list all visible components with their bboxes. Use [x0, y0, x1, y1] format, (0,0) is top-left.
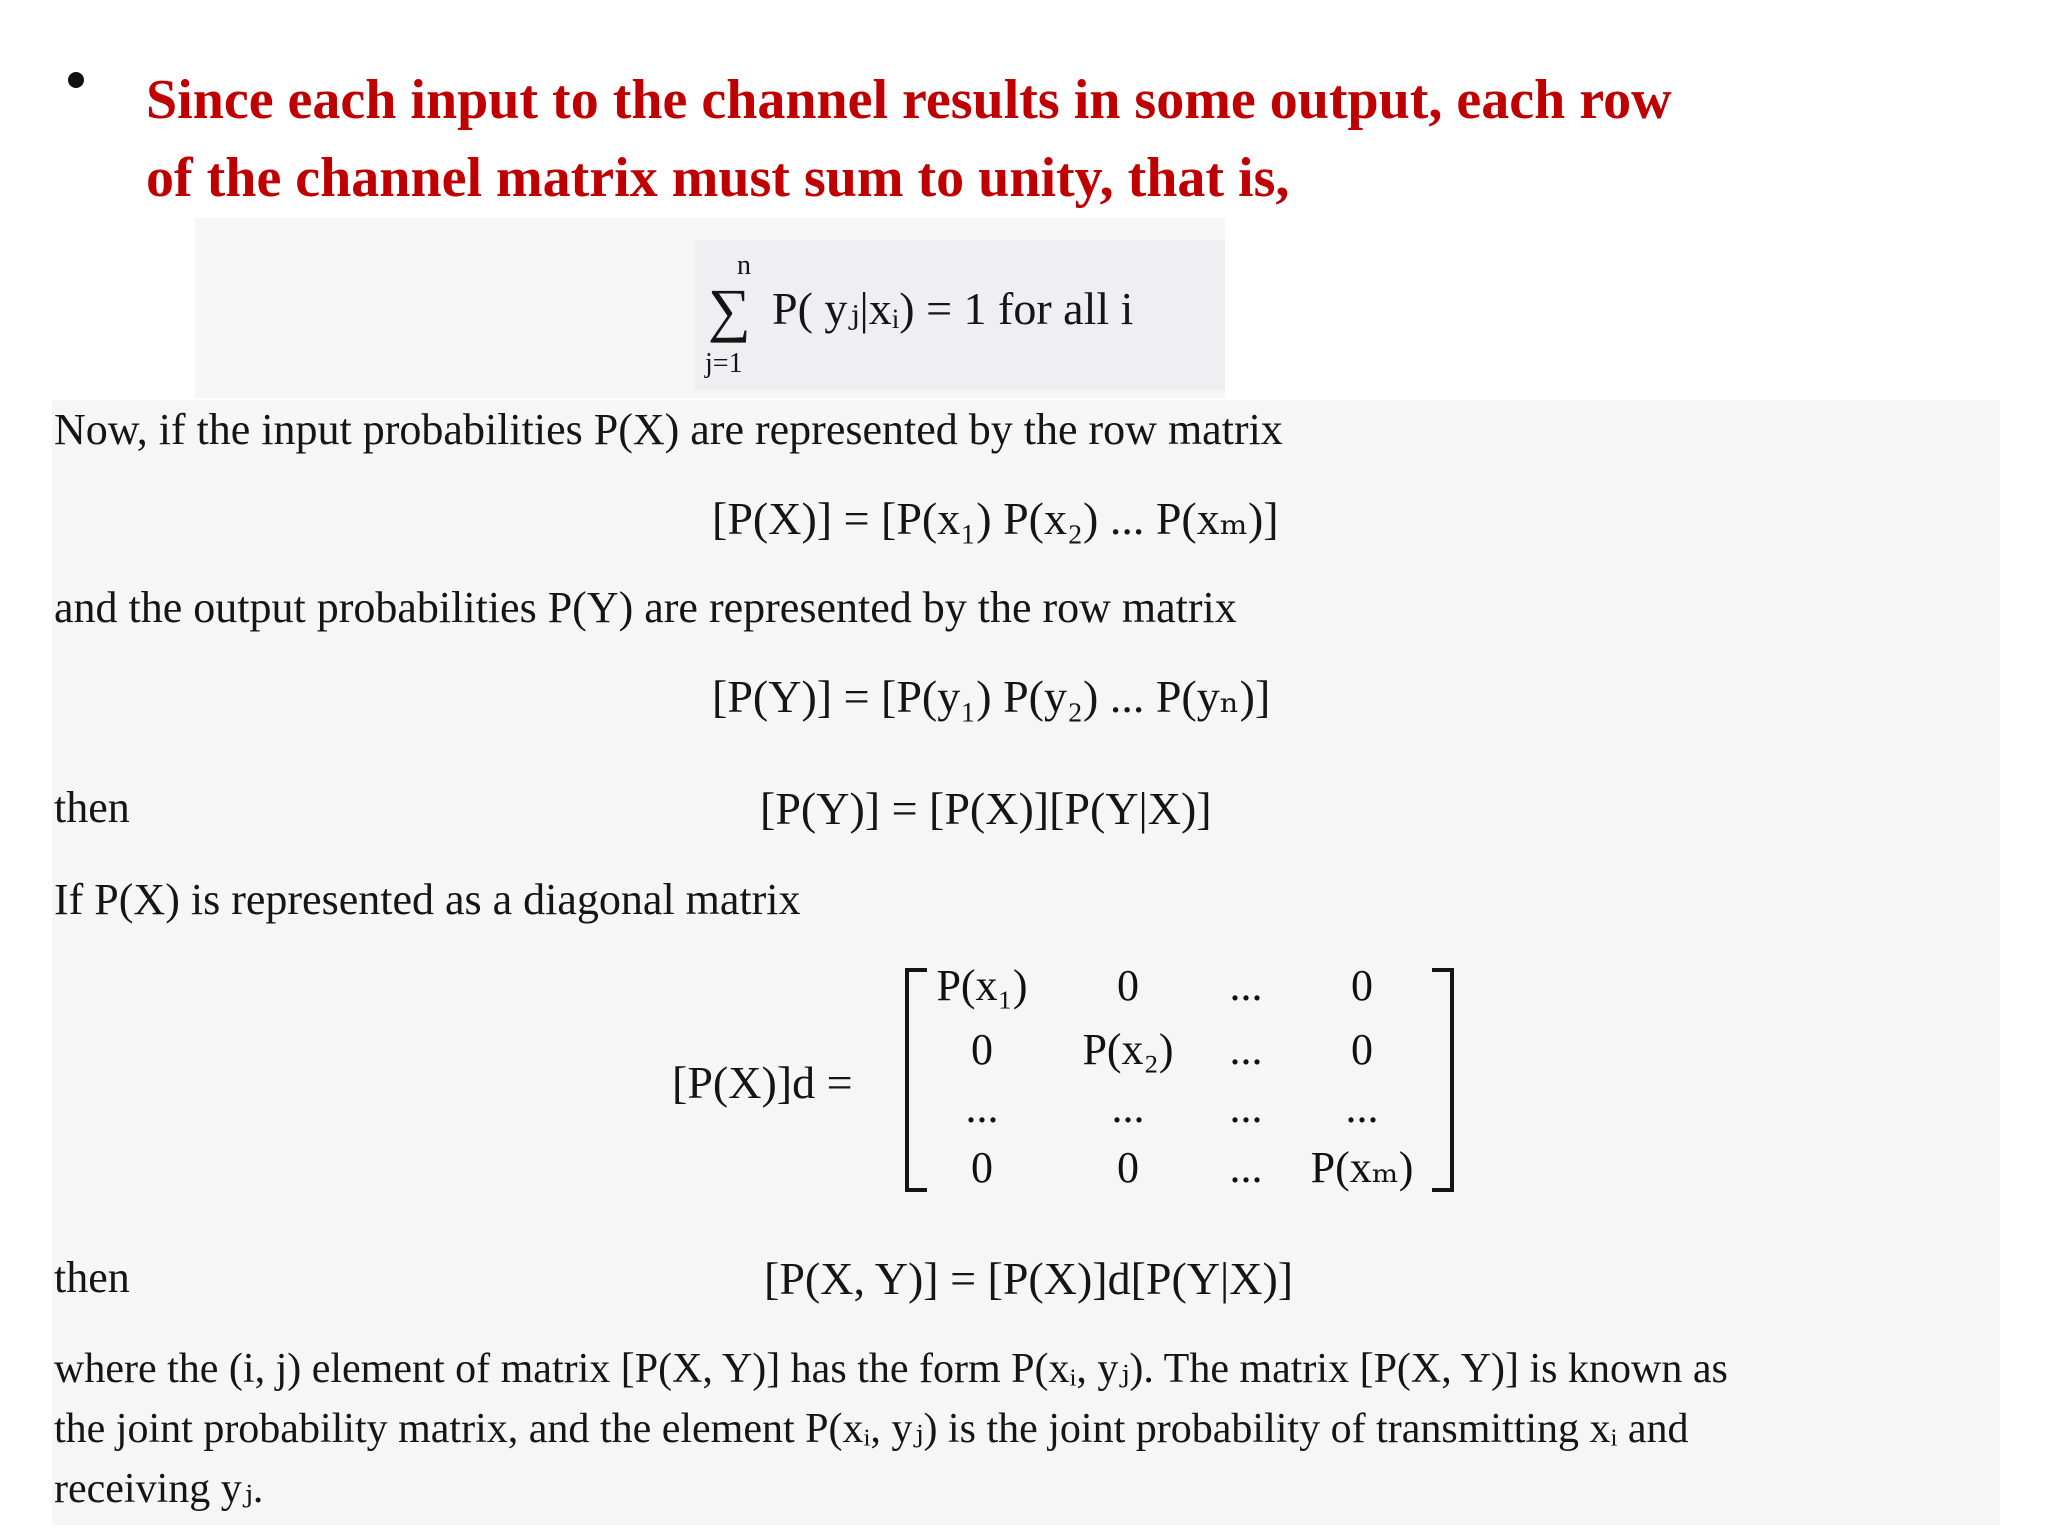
matrix-cell: P(xₘ): [1310, 1143, 1414, 1192]
equation-px-row: [P(X)] = [P(x₁) P(x₂) ... P(xₘ)]: [712, 493, 1279, 544]
sum-equation-body: P( yⱼ|xᵢ) = 1 for all i: [772, 283, 1134, 334]
matrix-cell: ...: [1229, 961, 1263, 1010]
matrix-cell: 0: [971, 1025, 993, 1074]
equation-py-row: [P(Y)] = [P(y₁) P(y₂) ... P(yₙ)]: [712, 671, 1271, 722]
label-then-1: then: [54, 783, 130, 832]
matrix-cell: ...: [1229, 1143, 1263, 1192]
sum-lower-limit: j=1: [705, 348, 743, 379]
matrix-cell: ...: [1229, 1025, 1263, 1074]
matrix-cell: ...: [965, 1083, 999, 1132]
label-then-2: then: [54, 1253, 130, 1302]
matrix-label-pxd: [P(X)]d =: [672, 1057, 853, 1108]
matrix-cell: ...: [1111, 1083, 1145, 1132]
sum-upper-limit: n: [737, 250, 751, 281]
matrix-cell: 0: [1351, 1025, 1373, 1074]
matrix-cell: ...: [1345, 1083, 1379, 1132]
paragraph-input-probabilities: Now, if the input probabilities P(X) are represented by the row matrix: [54, 405, 1283, 454]
equation-joint-probability: [P(X, Y)] = [P(X)]d[P(Y|X)]: [764, 1253, 1294, 1304]
paragraph-diagonal-matrix: If P(X) is represented as a diagonal matrix: [54, 875, 801, 924]
matrix-cell: 0: [1351, 961, 1373, 1010]
sigma-symbol: ∑: [708, 277, 751, 343]
equation-py-product: [P(Y)] = [P(X)][P(Y|X)]: [760, 783, 1212, 834]
paragraph-joint-line-1: where the (i, j) element of matrix [P(X, Y)] has the form P(xᵢ, yⱼ). The matrix [P(X, Y)] is known as: [54, 1346, 1728, 1392]
paragraph-joint-line-3: receiving yⱼ.: [54, 1466, 264, 1512]
matrix-cell: 0: [1117, 961, 1139, 1010]
heading-line-1: Since each input to the channel results in some output, each row: [146, 69, 1672, 131]
matrix-cell: P(x₁): [936, 961, 1028, 1010]
paragraph-output-probabilities: and the output probabilities P(Y) are represented by the row matrix: [54, 583, 1237, 632]
matrix-cell: 0: [1117, 1143, 1139, 1192]
matrix-cell: 0: [971, 1143, 993, 1192]
paragraph-joint-line-2: the joint probability matrix, and the element P(xᵢ, yⱼ) is the joint probability of transmitting xᵢ and: [54, 1406, 1689, 1452]
matrix-cell: P(x₂): [1082, 1025, 1174, 1074]
matrix-cell: ...: [1229, 1083, 1263, 1132]
heading-line-2: of the channel matrix must sum to unity, that is,: [146, 147, 1290, 209]
